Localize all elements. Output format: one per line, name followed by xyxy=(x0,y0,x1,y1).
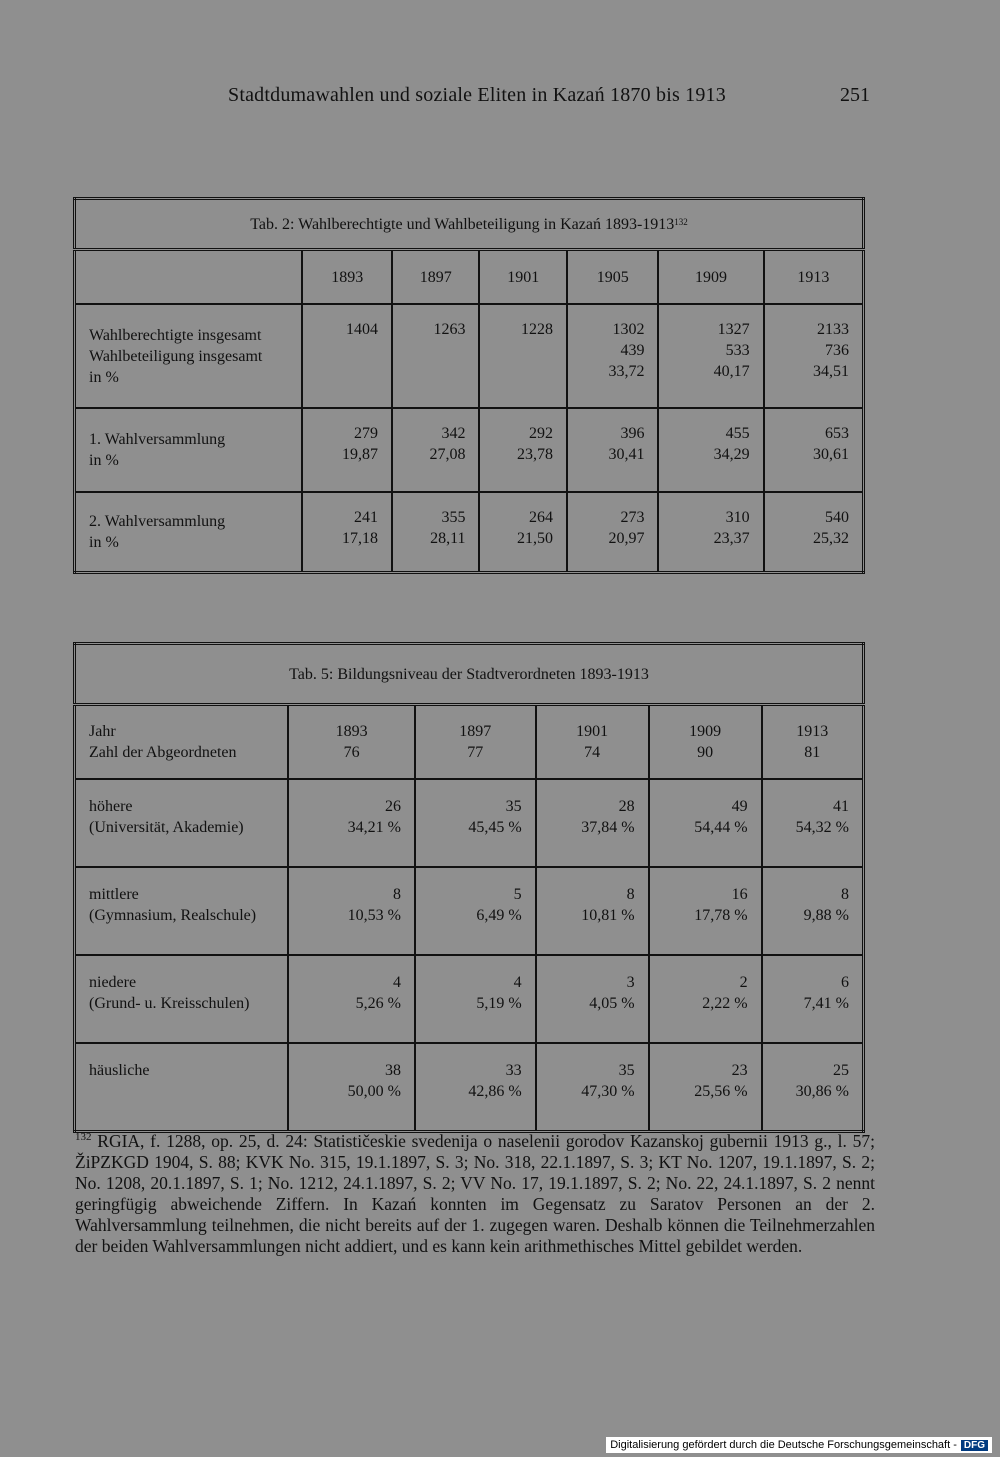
data-cell xyxy=(658,408,763,492)
cell-line: Jahr xyxy=(89,723,116,740)
cell-line: 45,45 % xyxy=(468,819,522,836)
data-cell xyxy=(658,492,763,573)
cell-line: 41 xyxy=(833,798,849,815)
cell-line: häusliche xyxy=(89,1062,150,1079)
footnote-132 xyxy=(75,1131,875,1257)
cell-line: 8 xyxy=(626,886,635,903)
cell-line: 23,37 xyxy=(713,530,750,547)
data-cell xyxy=(764,408,864,492)
cell-line: 4 xyxy=(392,974,401,991)
table-5-education-level xyxy=(73,642,865,1133)
data-cell xyxy=(479,408,567,492)
year-header xyxy=(288,705,415,780)
cell-line: 6 xyxy=(841,974,849,991)
cell-line: 17,18 xyxy=(341,530,378,547)
data-cell xyxy=(762,955,864,1043)
data-cell xyxy=(567,408,658,492)
table-2-eligible-voters xyxy=(73,197,865,574)
table-row xyxy=(75,492,864,573)
cell-line: 1327 xyxy=(717,321,750,338)
cell-line: 653 xyxy=(825,425,849,442)
data-cell xyxy=(415,867,536,955)
cell-line: 27,08 xyxy=(429,446,466,463)
cell-line: Wahlbeteiligung insgesamt xyxy=(89,347,263,365)
table-row xyxy=(75,779,864,867)
cell-line: 6,49 % xyxy=(476,907,522,924)
cell-line: 17,78 % xyxy=(694,907,748,924)
cell-line: 1901 xyxy=(576,723,609,740)
row-label xyxy=(75,705,289,780)
year-header xyxy=(415,705,536,780)
cell-line: 8 xyxy=(392,886,401,903)
cell-line: 273 xyxy=(620,509,645,526)
cell-line: 19,87 xyxy=(341,446,378,463)
data-cell xyxy=(302,492,391,573)
cell-line: (Gymnasium, Realschule) xyxy=(89,907,257,924)
cell-line: 10,81 % xyxy=(581,907,635,924)
cell-line: 1263 xyxy=(433,321,466,338)
data-cell xyxy=(649,779,762,867)
cell-line: 292 xyxy=(529,425,554,442)
cell-line: 1404 xyxy=(345,321,378,338)
cell-line: 30,41 xyxy=(608,446,645,463)
cell-line: 264 xyxy=(529,509,554,526)
caption-row xyxy=(75,644,864,705)
data-cell xyxy=(649,955,762,1043)
cell-line: 90 xyxy=(697,744,714,761)
cell-line: 10,53 % xyxy=(347,907,401,924)
cell-line: 241 xyxy=(353,509,378,526)
cell-line: 47,30 % xyxy=(581,1083,635,1100)
cell-line: Zahl der Abgeordneten xyxy=(89,744,237,761)
cell-line: 50,00 % xyxy=(347,1083,401,1100)
cell-line: 34,29 xyxy=(713,446,750,463)
data-cell xyxy=(762,867,864,955)
table-caption: Tab. 5: Bildungsniveau der Stadtverordneten 1893-1913 xyxy=(75,644,864,705)
cell-line: 455 xyxy=(725,425,750,442)
data-cell xyxy=(764,304,864,408)
year-header xyxy=(536,705,649,780)
caption-text: Tab. 2: Wahlberechtigte und Wahlbeteiligung in Kazań 1893-1913 xyxy=(250,215,675,233)
year-header xyxy=(762,705,864,780)
cell-line: 54,44 % xyxy=(694,819,748,836)
data-cell xyxy=(536,779,649,867)
cell-line: in % xyxy=(89,534,119,551)
year-header: 1901 xyxy=(479,250,567,305)
data-cell xyxy=(288,1043,415,1132)
cell-line: 1897 xyxy=(459,723,492,740)
cell-line: niedere xyxy=(89,974,137,991)
cell-line: 33,72 xyxy=(608,363,645,380)
cell-line: 74 xyxy=(584,744,601,761)
cell-line: 342 xyxy=(441,425,466,442)
cell-line: 8 xyxy=(841,886,849,903)
cell-line: 25,32 xyxy=(813,530,849,547)
year-header-row xyxy=(75,250,864,305)
cell-line: 54,32 % xyxy=(795,819,849,836)
year-header: 1905 xyxy=(567,250,658,305)
cell-line: 40,17 xyxy=(713,363,750,380)
running-title: Stadtdumawahlen und soziale Eliten in Kazań 1870 bis 1913 xyxy=(228,84,726,106)
cell-line: 23 xyxy=(731,1062,748,1079)
cell-line: 30,86 % xyxy=(795,1083,849,1100)
data-cell xyxy=(479,492,567,573)
data-cell xyxy=(302,304,391,408)
cell-line: 736 xyxy=(825,342,849,359)
cell-line: 76 xyxy=(343,744,360,761)
table-row xyxy=(75,304,864,408)
footnote-text: RGIA, f. 1288, op. 25, d. 24: Statističeskie svedenija o naselenii gorodov Kazanskoj gubernii 1913 g., l. 57; ŽiPZKGD 1904, S. 88; KVK No. 315, 19.1.1897, S. 3; No. 318, 22.1.1897, S. 3; KT No. 1207, 19.1.1897, S. 2; No. 1208, 20.1.1897, S. 1; No. 1212, 24.1.1897, S. 2; VV No. 17, 19.1.1897, S. 2; No. 22, 24.1.1897, S. 2 nennt geringfügig abweichende Ziffern. In Kazań konnten im Gegensatz zu Saratov Personen an der 2. Wahlversammlung teilnehmen, die nicht bereits auf der 1. zugegen waren. Deshalb können die Teilnehmerzahlen der beiden Wahlversammlungen nicht addiert, und es kann kein arithmethisches Mittel gebildet werden. xyxy=(75,1131,875,1256)
cell-line: 4,05 % xyxy=(589,995,635,1012)
year-header xyxy=(649,705,762,780)
table-row xyxy=(75,867,864,955)
data-cell xyxy=(762,779,864,867)
data-cell xyxy=(649,1043,762,1132)
cell-line: 42,86 % xyxy=(468,1083,522,1100)
cell-line: 533 xyxy=(725,342,750,359)
cell-line: 2133 xyxy=(817,321,849,338)
row-label xyxy=(75,1043,289,1132)
cell-line: höhere xyxy=(89,798,133,815)
cell-line: 21,50 xyxy=(517,530,554,547)
data-cell xyxy=(536,955,649,1043)
cell-line: 1. Wahlversammlung xyxy=(89,431,226,448)
row-label xyxy=(75,492,303,573)
data-cell xyxy=(762,1043,864,1132)
cell-line: 25 xyxy=(833,1062,849,1079)
cell-line: 37,84 % xyxy=(581,819,635,836)
data-cell xyxy=(658,304,763,408)
cell-line: 1909 xyxy=(689,723,722,740)
cell-line: 26 xyxy=(384,798,401,815)
data-cell xyxy=(288,955,415,1043)
cell-line: 4 xyxy=(513,974,522,991)
cell-line: 25,56 % xyxy=(694,1083,748,1100)
row-label xyxy=(75,779,289,867)
data-cell xyxy=(288,867,415,955)
cell-line: 5 xyxy=(513,886,522,903)
cell-line: 439 xyxy=(620,342,645,359)
row-label xyxy=(75,408,303,492)
data-cell xyxy=(649,867,762,955)
dfg-logo: DFG xyxy=(961,1440,988,1451)
cell-line: 7,41 % xyxy=(803,995,849,1012)
cell-line: 33 xyxy=(505,1062,522,1079)
cell-line: 35 xyxy=(618,1062,635,1079)
cell-line: 49 xyxy=(731,798,748,815)
digitization-banner xyxy=(606,1437,992,1453)
row-label xyxy=(75,867,289,955)
year-header: 1913 xyxy=(764,250,864,305)
cell-line: 540 xyxy=(825,509,849,526)
cell-line: 2,22 % xyxy=(702,995,748,1012)
cell-line: 2 xyxy=(739,974,748,991)
data-cell xyxy=(415,779,536,867)
cell-line: 28 xyxy=(618,798,635,815)
year-header: 1909 xyxy=(658,250,763,305)
cell-line: 1893 xyxy=(335,723,368,740)
table-row xyxy=(75,1043,864,1132)
cell-line: 77 xyxy=(467,744,484,761)
cell-line: 1302 xyxy=(612,321,645,338)
table-row xyxy=(75,408,864,492)
data-cell xyxy=(536,1043,649,1132)
data-cell xyxy=(302,408,391,492)
data-cell xyxy=(288,779,415,867)
footnote-number: 132 xyxy=(75,1131,92,1143)
cell-line: Wahlberechtigte insgesamt xyxy=(89,326,262,344)
data-cell xyxy=(415,955,536,1043)
cell-line: (Grund- u. Kreisschulen) xyxy=(89,995,250,1012)
cell-line: mittlere xyxy=(89,886,139,903)
table-caption xyxy=(75,199,864,250)
data-cell xyxy=(536,867,649,955)
year-header: 1897 xyxy=(392,250,480,305)
cell-line: 2. Wahlversammlung xyxy=(89,513,226,530)
data-cell xyxy=(392,408,480,492)
cell-line: 3 xyxy=(626,974,635,991)
cell-line: 35 xyxy=(505,798,522,815)
data-cell xyxy=(415,1043,536,1132)
cell-line: 1913 xyxy=(796,723,829,740)
table-row xyxy=(75,955,864,1043)
cell-line: 5,26 % xyxy=(355,995,401,1012)
cell-line: 5,19 % xyxy=(476,995,522,1012)
cell-line: 30,61 xyxy=(813,446,849,463)
empty-header-cell xyxy=(75,250,303,305)
banner-text: Digitalisierung gefördert durch die Deutsche Forschungsgemeinschaft - xyxy=(610,1439,957,1451)
cell-line: 81 xyxy=(804,744,821,761)
row-label xyxy=(75,304,303,408)
cell-line: in % xyxy=(89,368,119,386)
cell-line: 355 xyxy=(441,509,466,526)
data-cell xyxy=(392,492,480,573)
year-header: 1893 xyxy=(302,250,391,305)
cell-line: in % xyxy=(89,452,119,469)
cell-line: 20,97 xyxy=(608,530,645,547)
cell-line: 34,51 xyxy=(813,363,849,380)
cell-line: 279 xyxy=(353,425,378,442)
cell-line: 9,88 % xyxy=(803,907,849,924)
cell-line: 16 xyxy=(731,886,748,903)
cell-line: 38 xyxy=(384,1062,401,1079)
caption-row xyxy=(75,199,864,250)
data-cell xyxy=(567,492,658,573)
cell-line: 1228 xyxy=(521,321,554,338)
page-number: 251 xyxy=(840,84,870,106)
year-header-row xyxy=(75,705,864,780)
data-cell xyxy=(479,304,567,408)
data-cell xyxy=(764,492,864,573)
cell-line: 396 xyxy=(620,425,645,442)
cell-line: (Universität, Akademie) xyxy=(89,819,244,836)
data-cell xyxy=(392,304,480,408)
row-label xyxy=(75,955,289,1043)
cell-line: 34,21 % xyxy=(347,819,401,836)
data-cell xyxy=(567,304,658,408)
cell-line: 28,11 xyxy=(430,530,466,547)
cell-line: 310 xyxy=(725,509,750,526)
cell-line: 23,78 xyxy=(517,446,554,463)
caption-footnote-ref: 132 xyxy=(674,216,688,227)
